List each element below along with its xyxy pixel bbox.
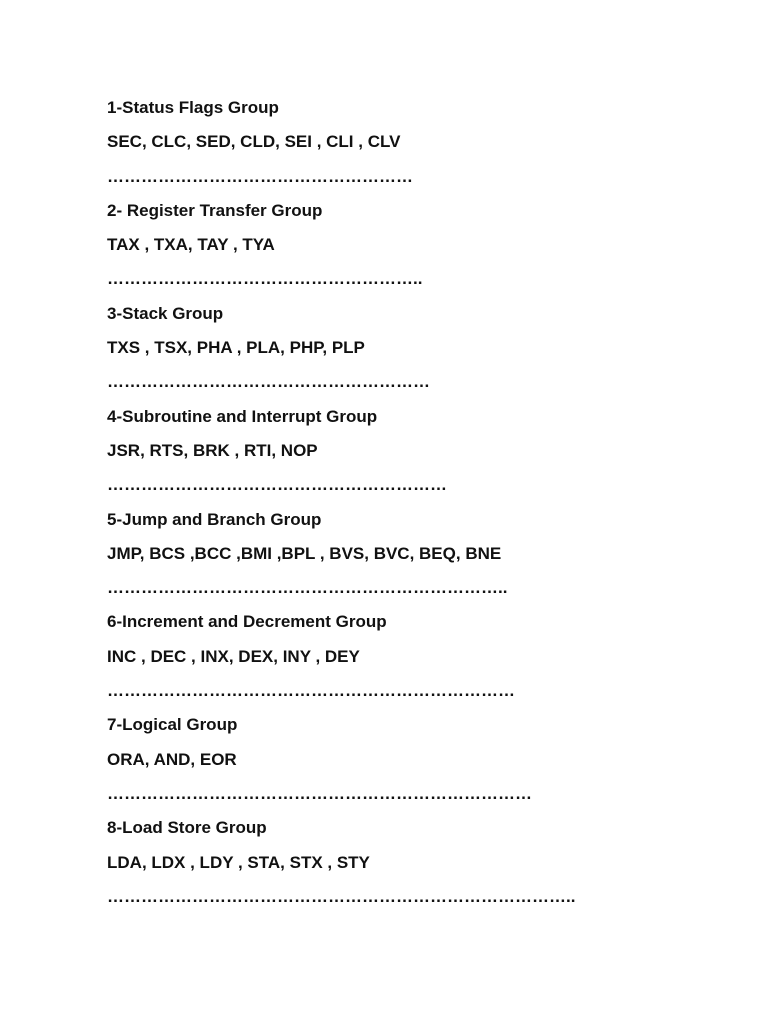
group-load-store xyxy=(107,811,747,914)
group-heading: 2- Register Transfer Group xyxy=(107,200,323,220)
dotted-separator: ……………………………………………………………… xyxy=(107,681,515,701)
group-increment-decrement xyxy=(107,605,747,708)
instruction-list: LDA, LDX , LDY , STA, STX , STY xyxy=(107,852,370,872)
group-status-flags xyxy=(107,91,747,194)
group-jump-branch xyxy=(107,503,747,606)
instruction-list: JSR, RTS, BRK , RTI, NOP xyxy=(107,440,318,460)
dotted-separator: …………………………………………………………….. xyxy=(107,578,508,598)
dotted-separator: …………………………………………………… xyxy=(107,475,447,495)
group-heading: 4-Subroutine and Interrupt Group xyxy=(107,406,378,426)
dotted-separator: ……………………………………………… xyxy=(107,166,413,186)
instruction-list: ORA, AND, EOR xyxy=(107,749,237,769)
group-stack xyxy=(107,297,747,400)
group-heading: 6-Increment and Decrement Group xyxy=(107,612,387,632)
instruction-list: INC , DEC , INX, DEX, INY , DEY xyxy=(107,646,360,666)
dotted-separator: ………………………………………………… xyxy=(107,372,430,392)
dotted-separator: ……………………………………………….. xyxy=(107,269,423,289)
instruction-list: TXS , TSX, PHA , PLA, PHP, PLP xyxy=(107,338,365,358)
group-heading: 7-Logical Group xyxy=(107,715,238,735)
group-register-transfer xyxy=(107,194,747,297)
instruction-list: SEC, CLC, SED, CLD, SEI , CLI , CLV xyxy=(107,132,401,152)
group-heading: 1-Status Flags Group xyxy=(107,98,279,117)
instruction-list: TAX , TXA, TAY , TYA xyxy=(107,235,275,255)
group-heading: 8-Load Store Group xyxy=(107,818,267,838)
group-subroutine-interrupt xyxy=(107,400,747,503)
dotted-separator: ………………………………………………………………… xyxy=(107,783,532,803)
dotted-separator: ……………………………………………………………………….. xyxy=(107,886,576,906)
group-logical xyxy=(107,708,747,811)
document-page xyxy=(107,91,747,914)
group-heading: 5-Jump and Branch Group xyxy=(107,509,322,529)
instruction-list: JMP, BCS ,BCC ,BMI ,BPL , BVS, BVC, BEQ, BNE xyxy=(107,543,502,563)
group-heading: 3-Stack Group xyxy=(107,303,224,323)
